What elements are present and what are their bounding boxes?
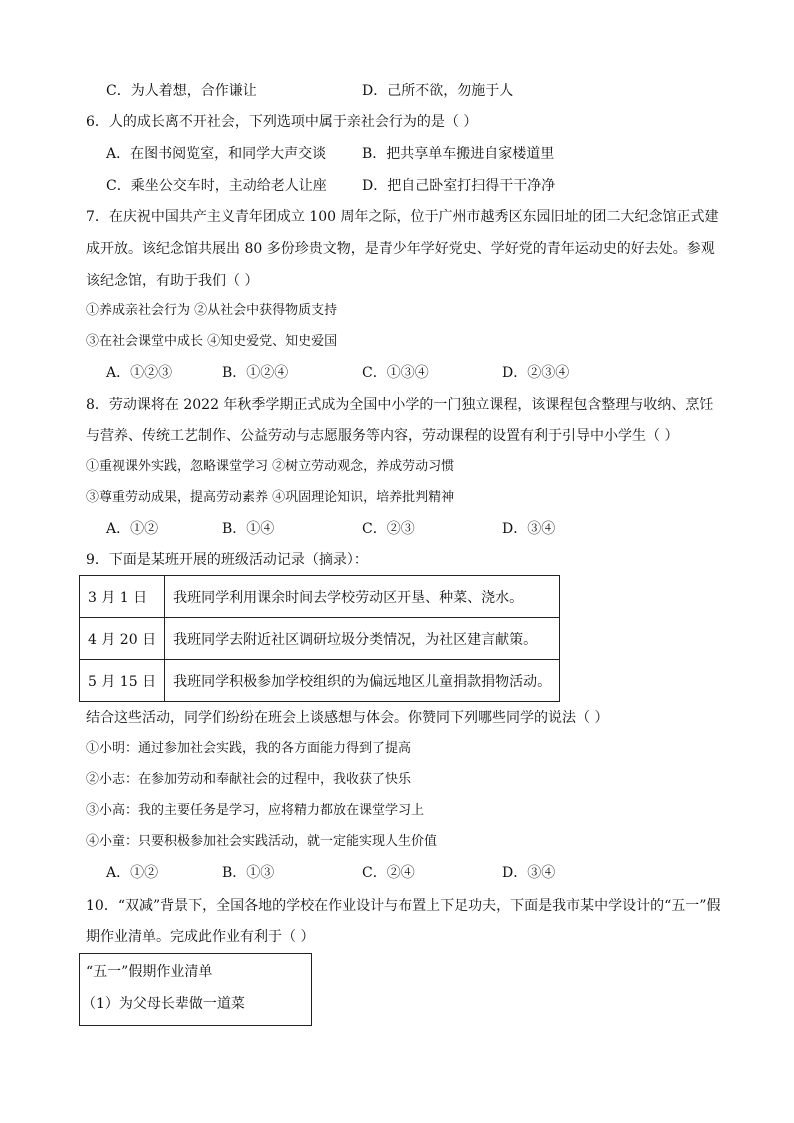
- q9-question: 结合这些活动，同学们纷纷在班会上谈感想与体会。你赞同下列哪些同学的说法（ ）: [86, 710, 609, 726]
- q9-statement-3: ③小高：我的主要任务是学习，应将精力都放在课堂学习上: [86, 803, 425, 818]
- q9-option-a: A．①②: [106, 865, 159, 881]
- q8-option-b: B．①④: [222, 521, 275, 537]
- homework-list-title: “五一”假期作业清单: [86, 964, 213, 980]
- q6-option-c: C．乘坐公交车时，主动给老人让座: [106, 178, 327, 194]
- q6-option-d: D．把自己卧室打扫得干干净净: [362, 178, 556, 194]
- table-cell-date: 5 月 15 日: [80, 660, 165, 702]
- q9-statement-1: ①小明：通过参加社会实践，我的各方面能力得到了提高: [86, 741, 412, 756]
- q9-option-c: C．②④: [362, 865, 415, 881]
- homework-list-item-1: （1）为父母长辈做一道菜: [82, 996, 245, 1012]
- q7-statements-1: ①养成亲社会行为 ②从社会中获得物质支持: [86, 303, 338, 318]
- q10-stem-line1: 10．“双减”背景下，全国各地的学校在作业设计与布置上下足功夫，下面是我市某中学设计的“五一”假: [86, 898, 721, 914]
- homework-list-box: [79, 953, 312, 1026]
- q8-option-c: C．②③: [362, 521, 415, 537]
- q6-option-b: B．把共享单车搬进自家楼道里: [362, 146, 555, 162]
- q7-stem-line2: 成开放。该纪念馆共展出 80 多份珍贵文物，是青少年学好党史、学好党的青年运动史的好去处。参观: [86, 241, 715, 257]
- table-cell-activity: 我班同学积极参加学校组织的为偏远地区儿童捐款捐物活动。: [165, 660, 560, 702]
- q8-stem-line1: 8．劳动课将在 2022 年秋季学期正式成为全国中小学的一门独立课程，该课程包含整理与收纳、烹饪: [86, 397, 714, 413]
- q9-stem: 9．下面是某班开展的班级活动记录（摘录）：: [86, 552, 368, 568]
- q9-statement-2: ②小志：在参加劳动和奉献社会的过程中，我收获了快乐: [86, 772, 412, 787]
- table-row: [80, 660, 560, 702]
- q8-statements-2: ③尊重劳动成果，提高劳动素养 ④巩固理论知识，培养批判精神: [86, 490, 455, 505]
- q5-option-c: C．为人着想，合作谦让: [106, 83, 257, 99]
- q9-option-b: B．①③: [222, 865, 275, 881]
- q6-stem: 6．人的成长离不开社会，下列选项中属于亲社会行为的是（ ）: [86, 114, 478, 130]
- q8-option-d: D．③④: [502, 521, 556, 537]
- table-cell-date: 3 月 1 日: [80, 576, 165, 618]
- q7-stem-line1: 7．在庆祝中国共产主义青年团成立 100 周年之际，位于广州市越秀区东园旧址的团二大纪念馆正式建: [86, 209, 719, 225]
- q7-option-c: C．①③④: [362, 365, 429, 381]
- q9-statement-4: ④小童：只要积极参加社会实践活动，就一定能实现人生价值: [86, 834, 438, 849]
- q7-option-a: A．①②③: [106, 365, 173, 381]
- activity-record-table: [79, 575, 560, 702]
- q7-option-d: D．②③④: [502, 365, 570, 381]
- q5-option-d: D．己所不欲，勿施于人: [362, 83, 514, 99]
- q8-statements-1: ①重视课外实践，忽略课堂学习 ②树立劳动观念，养成劳动习惯: [86, 459, 455, 474]
- table-row: [80, 618, 560, 660]
- q7-option-b: B．①②④: [222, 365, 289, 381]
- table-row: [80, 576, 560, 618]
- q10-stem-line2: 期作业清单。完成此作业有利于（ ）: [86, 929, 315, 945]
- q6-option-a: A．在图书阅览室，和同学大声交谈: [106, 146, 327, 162]
- q8-stem-line2: 与营养、传统工艺制作、公益劳动与志愿服务等内容，劳动课程的设置有利于引导中小学生（ ）: [86, 428, 679, 444]
- q7-statements-2: ③在社会课堂中成长 ④知史爱党、知史爱国: [86, 334, 338, 349]
- table-cell-date: 4 月 20 日: [80, 618, 165, 660]
- q7-stem-line3: 该纪念馆，有助于我们（ ）: [86, 273, 259, 289]
- q9-option-d: D．③④: [502, 865, 556, 881]
- table-cell-activity: 我班同学利用课余时间去学校劳动区开垦、种菜、浇水。: [165, 576, 560, 618]
- table-cell-activity: 我班同学去附近社区调研垃圾分类情况，为社区建言献策。: [165, 618, 560, 660]
- q8-option-a: A．①②: [106, 521, 159, 537]
